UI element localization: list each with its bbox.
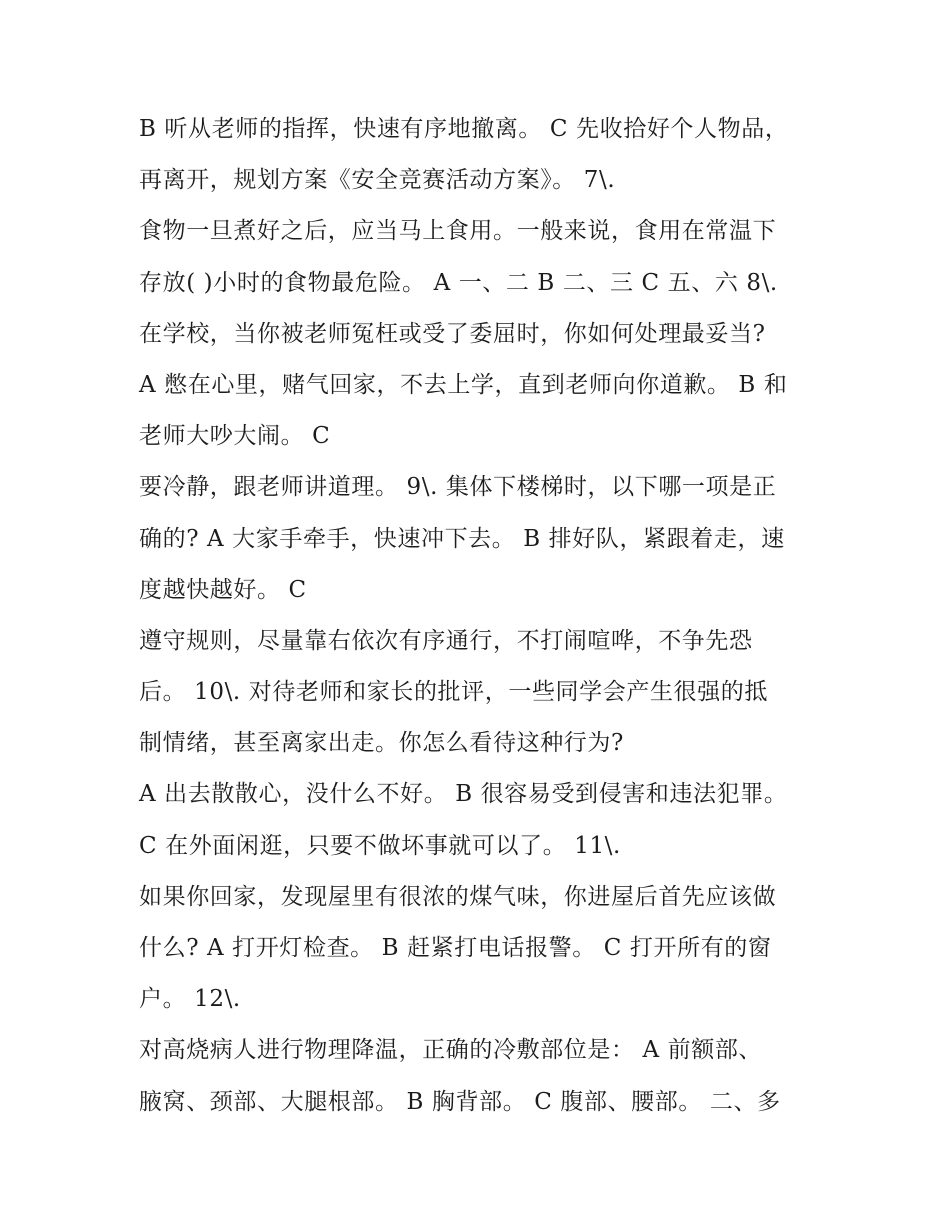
text-line: B 听从老师的指挥，快速有序地撤离。 C 先收拾好个人物品，	[139, 116, 789, 142]
text-line: 度越快越好。 C	[139, 576, 307, 603]
text-line: 再离开，规划方案《安全竞赛活动方案》。 7\.	[139, 167, 616, 194]
text-line: 在学校，当你被老师冤枉或受了委屈时，你如何处理最妥当?	[139, 320, 766, 347]
text-line: 如果你回家，发现屋里有很浓的煤气味，你进屋后首先应该做	[139, 883, 777, 910]
text-line: 食物一旦煮好之后，应当马上食用。一般来说，食用在常温下	[139, 218, 777, 245]
text-line: 后。 10\. 对待老师和家长的批评，一些同学会产生很强的抵	[139, 679, 768, 706]
text-line: 要冷静，跟老师讲道理。 9\. 集体下楼梯时，以下哪一项是正	[139, 474, 777, 501]
text-line: A 出去散散心，没什么不好。 B 很容易受到侵害和违法犯罪。	[139, 781, 788, 808]
text-line: 老师大吵大闹。 C	[139, 423, 331, 450]
text-line: 遵守规则，尽量靠右依次有序通行，不打闹喧哗，不争先恐	[139, 627, 753, 654]
document-body	[139, 104, 819, 1128]
text-line: 户。 12\.	[139, 986, 241, 1013]
text-line: 腋窝、颈部、大腿根部。 B 胸背部。 C 腹部、腰部。 二、多	[139, 1088, 781, 1115]
text-line: A 憋在心里，赌气回家，不去上学，直到老师向你道歉。 B 和	[139, 371, 788, 398]
text-line: 对高烧病人进行物理降温，正确的冷敷部位是： A 前额部、	[139, 1037, 763, 1064]
text-line: 制情绪，甚至离家出走。你怎么看待这种行为?	[139, 730, 624, 757]
text-line: 存放( )小时的食物最危险。 A 一、二 B 二、三 C 五、六 8\.	[139, 269, 778, 296]
text-line: C 在外面闲逛，只要不做坏事就可以了。 11\.	[139, 832, 621, 859]
text-line: 确的? A 大家手牵手，快速冲下去。 B 排好队，紧跟着走，速	[139, 525, 785, 552]
text-line: 什么? A 打开灯检查。 B 赶紧打电话报警。 C 打开所有的窗	[139, 935, 772, 961]
